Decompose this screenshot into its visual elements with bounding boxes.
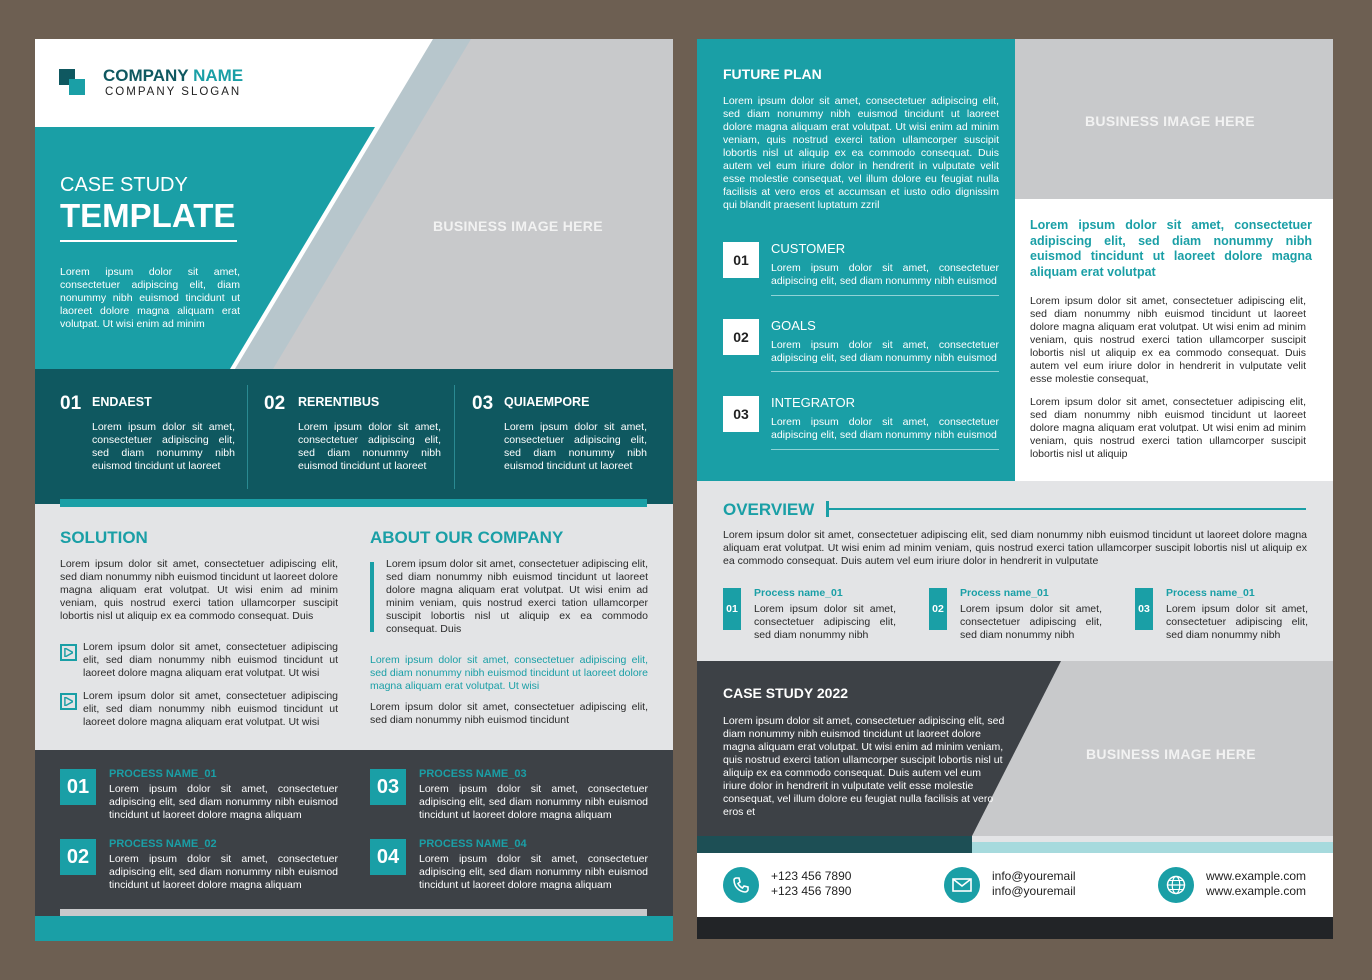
process-number: 03 <box>370 769 406 805</box>
feature-number: 02 <box>264 393 286 414</box>
feature-text: Lorem ipsum dolor sit amet, consectetuer adipiscing elit, sed diam nonummy nibh euismod tincidunt ut laoreet <box>504 421 647 472</box>
case-study-label: CASE STUDY <box>60 174 188 196</box>
intro-text: Lorem ipsum dolor sit amet, consectetuer adipiscing elit, diam nonummy nibh euismod tincidunt ut laoreet dolore magna aliquam erat volutpat. Ut wisi enim ad minim <box>60 266 240 330</box>
footer-bar <box>35 916 673 941</box>
item-text: Lorem ipsum dolor sit amet, consectetuer adipiscing elit, sed diam nonummy nibh euismod <box>771 416 999 441</box>
process-number: 02 <box>60 839 96 875</box>
company-name: COMPANY NAME <box>103 66 244 85</box>
footer-rule <box>60 909 647 916</box>
overview-section <box>697 481 1333 661</box>
about-title: ABOUT OUR COMPANY <box>370 528 564 547</box>
process-number: 03 <box>1135 588 1153 630</box>
play-icon <box>60 644 77 661</box>
feature-number: 01 <box>60 393 82 414</box>
case-study-text: Lorem ipsum dolor sit amet, consectetuer adipiscing elit, sed diam nonummy nibh euismod tincidunt ut laoreet dolore magna aliquam erat volutpat. Ut wisi enim ad minim veniam, quis nostrud exerci tation ullamcorper suscipit lobortis nisl ut aliquip ex ea commodo consequat. Duis autem vel eum iriure dolor in hendrerit in vulputate velit esse molestie consequat, vel illum dolore eu feugiat nulla facilisis at vero eros et <box>723 715 1005 818</box>
phone-numbers <box>771 869 851 899</box>
feature-title: QUIAEMPORE <box>504 395 590 409</box>
body-text-1: Lorem ipsum dolor sit amet, consectetuer adipiscing elit, sed diam nonummy nibh euismod tincidunt ut laoreet dolore magna aliquam erat volutpat. Ut wisi enim ad minim veniam, quis nostrud exerci tation ullamcorper suscipit lobortis nisl ut aliquip ex ea commodo consequat. Duis autem vel eum iriure dolor in hendrerit in vulputate velit esse molestie consequat, <box>1030 295 1306 385</box>
item-number: 01 <box>723 242 759 278</box>
about-highlight: Lorem ipsum dolor sit amet, consectetuer adipiscing elit, sed diam nonummy nibh euismod tincidunt ut laoreet dolore magna aliquam erat volutpat. Ut wisi <box>370 654 648 692</box>
feature-title: RERENTIBUS <box>298 395 380 409</box>
website-link[interactable]: www.example.com <box>1206 869 1307 883</box>
play-icon <box>60 693 77 710</box>
quote-text: Lorem ipsum dolor sit amet, consectetuer adipiscing elit, sed diam nonummy nibh euismod tincidunt ut laoreet dolore magna aliquam erat volutpat <box>1030 218 1312 279</box>
process-number: 01 <box>60 769 96 805</box>
overview-rule <box>826 508 1306 510</box>
solution-bullet-1: Lorem ipsum dolor sit amet, consectetuer adipiscing elit, sed diam nonummy nibh euismod tincidunt ut laoreet dolore magna aliquam erat volutpat. Ut wisi <box>83 641 338 679</box>
process-title: PROCESS NAME_02 <box>109 838 217 850</box>
item-number: 02 <box>723 319 759 355</box>
title-divider <box>60 240 237 242</box>
process-number: 04 <box>370 839 406 875</box>
process-title: Process name_01 <box>754 587 843 599</box>
template-title: TEMPLATE <box>60 197 236 234</box>
email-address[interactable]: info@youremail <box>992 884 1076 898</box>
future-plan-panel <box>697 39 1015 481</box>
email-addresses <box>992 869 1076 899</box>
process-title: PROCESS NAME_04 <box>419 838 527 850</box>
about-text: Lorem ipsum dolor sit amet, consectetuer adipiscing elit, sed diam nonummy nibh euismod tincidunt ut laoreet dolore magna aliquam erat volutpat. Ut wisi enim ad minim veniam, quis nostrud exerci tation ullamcorper suscipit lobortis nisl ut aliquip ex ea commodo consequat. Duis <box>386 558 648 635</box>
process-text: Lorem ipsum dolor sit amet, consectetuer adipiscing elit, sed diam nonummy nibh <box>960 603 1102 641</box>
company-slogan: COMPANY SLOGAN <box>105 86 242 98</box>
item-title: GOALS <box>771 318 816 333</box>
website-link[interactable]: www.example.com <box>1206 884 1307 898</box>
bottom-bar <box>697 917 1333 939</box>
process-text: Lorem ipsum dolor sit amet, consectetuer adipiscing elit, sed diam nonummy nibh <box>754 603 896 641</box>
process-number: 01 <box>723 588 741 630</box>
column-divider <box>454 385 455 489</box>
left-page <box>35 39 673 941</box>
feature-number: 03 <box>472 393 494 414</box>
solution-title: SOLUTION <box>60 528 148 547</box>
process-text: Lorem ipsum dolor sit amet, consectetuer adipiscing elit, sed diam nonummy nibh euismod tincidunt ut laoreet dolore magna aliquam <box>419 783 648 821</box>
process-section <box>35 750 673 941</box>
item-title: CUSTOMER <box>771 241 846 256</box>
business-image-placeholder: BUSINESS IMAGE HERE <box>433 218 603 234</box>
item-divider <box>771 449 999 450</box>
process-title: Process name_01 <box>960 587 1049 599</box>
about-accent-bar <box>370 562 374 632</box>
feature-text: Lorem ipsum dolor sit amet, consectetuer adipiscing elit, sed diam nonummy nibh euismod tincidunt ut laoreet <box>92 421 235 472</box>
item-text: Lorem ipsum dolor sit amet, consectetuer adipiscing elit, sed diam nonummy nibh euismod <box>771 339 999 364</box>
phone-number: +123 456 7890 <box>771 869 852 883</box>
process-number: 02 <box>929 588 947 630</box>
feature-text: Lorem ipsum dolor sit amet, consectetuer adipiscing elit, sed diam nonummy nibh euismod tincidunt ut laoreet <box>298 421 441 472</box>
globe-icon <box>1158 867 1194 903</box>
middle-section <box>35 504 673 750</box>
case-study-title: CASE STUDY 2022 <box>723 685 849 701</box>
contact-footer <box>697 853 1333 917</box>
image-placeholder-label: BUSINESS IMAGE HERE <box>1085 113 1255 129</box>
email-icon <box>944 867 980 903</box>
right-page <box>697 39 1333 939</box>
column-divider <box>247 385 248 489</box>
solution-bullet-2: Lorem ipsum dolor sit amet, consectetuer adipiscing elit, sed diam nonummy nibh euismod tincidunt ut laoreet dolore magna aliquam erat volutpat. Ut wisi <box>83 690 338 728</box>
feature-title: ENDAEST <box>92 395 152 409</box>
websites <box>1206 869 1306 899</box>
process-title: PROCESS NAME_01 <box>109 768 217 780</box>
business-image-placeholder-bottom: BUSINESS IMAGE HERE <box>1086 746 1256 762</box>
phone-number: +123 456 7890 <box>771 884 852 898</box>
item-divider <box>771 371 999 372</box>
overview-text: Lorem ipsum dolor sit amet, consectetuer adipiscing elit, sed diam nonummy nibh euismod tincidunt ut laoreet dolore magna aliquam erat volutpat. Ut wisi enim ad minim veniam, quis nostrud exerci tation ullamcorper suscipit lobortis nisl ut aliquip ex ea commodo consequat. Duis autem vel eum iriure dolor in hendrerit in vulputate <box>723 529 1307 567</box>
body-text-2: Lorem ipsum dolor sit amet, consectetuer adipiscing elit, sed diam nonummy nibh euismod tincidunt ut laoreet dolore magna aliquam erat volutpat. Ut wisi enim ad minim veniam, quis nostrud exerci tation ullamcorper suscipit lobortis nisl ut aliquip <box>1030 396 1306 460</box>
solution-text: Lorem ipsum dolor sit amet, consectetuer adipiscing elit, sed diam nonummy nibh euismod tincidunt ut laoreet dolore magna aliquam erat volutpat. Ut wisi enim ad minim veniam, quis nostrud exerci tation ullamcorper suscipit lobortis nisl ut aliquip ex ea commodo consequat. Duis <box>60 558 338 622</box>
email-address[interactable]: info@youremail <box>992 869 1076 883</box>
features-band <box>35 369 673 504</box>
company-logo <box>59 69 87 97</box>
teal-rule <box>60 499 647 507</box>
item-divider <box>771 295 999 296</box>
overview-title: OVERVIEW <box>723 500 815 519</box>
process-text: Lorem ipsum dolor sit amet, consectetuer adipiscing elit, sed diam nonummy nibh euismod tincidunt ut laoreet dolore magna aliquam <box>109 853 338 891</box>
process-text: Lorem ipsum dolor sit amet, consectetuer adipiscing elit, sed diam nonummy nibh <box>1166 603 1308 641</box>
process-text: Lorem ipsum dolor sit amet, consectetuer adipiscing elit, sed diam nonummy nibh euismod tincidunt ut laoreet dolore magna aliquam <box>109 783 338 821</box>
about-text-2: Lorem ipsum dolor sit amet, consectetuer adipiscing elit, sed diam nonummy nibh euismod tincidunt <box>370 701 648 726</box>
item-text: Lorem ipsum dolor sit amet, consectetuer adipiscing elit, sed diam nonummy nibh euismod <box>771 262 999 287</box>
phone-icon <box>723 867 759 903</box>
future-plan-title: FUTURE PLAN <box>723 66 822 82</box>
future-plan-text: Lorem ipsum dolor sit amet, consectetuer adipiscing elit, sed diam nonummy nibh euismod tincidunt ut laoreet dolore magna aliquam erat volutpat. Ut wisi enim ad minim veniam, quis nostrud exerci tation ullamcorper suscipit lobortis nisl ut aliquip ex ea commodo consequat. Duis autem vel eum iriure dolor in hendrerit in vulputate velit esse molestie consequat, vel illum dolore eu feugiat nulla facilisis at vero eros et accumsan et iusto odio dignissim qui blandit praesent luptatum zzril <box>723 95 999 211</box>
item-title: INTEGRATOR <box>771 395 856 410</box>
process-title: Process name_01 <box>1166 587 1255 599</box>
item-number: 03 <box>723 396 759 432</box>
process-title: PROCESS NAME_03 <box>419 768 527 780</box>
business-image-placeholder-top <box>1015 39 1333 199</box>
process-text: Lorem ipsum dolor sit amet, consectetuer adipiscing elit, sed diam nonummy nibh euismod tincidunt ut laoreet dolore magna aliquam <box>419 853 648 891</box>
